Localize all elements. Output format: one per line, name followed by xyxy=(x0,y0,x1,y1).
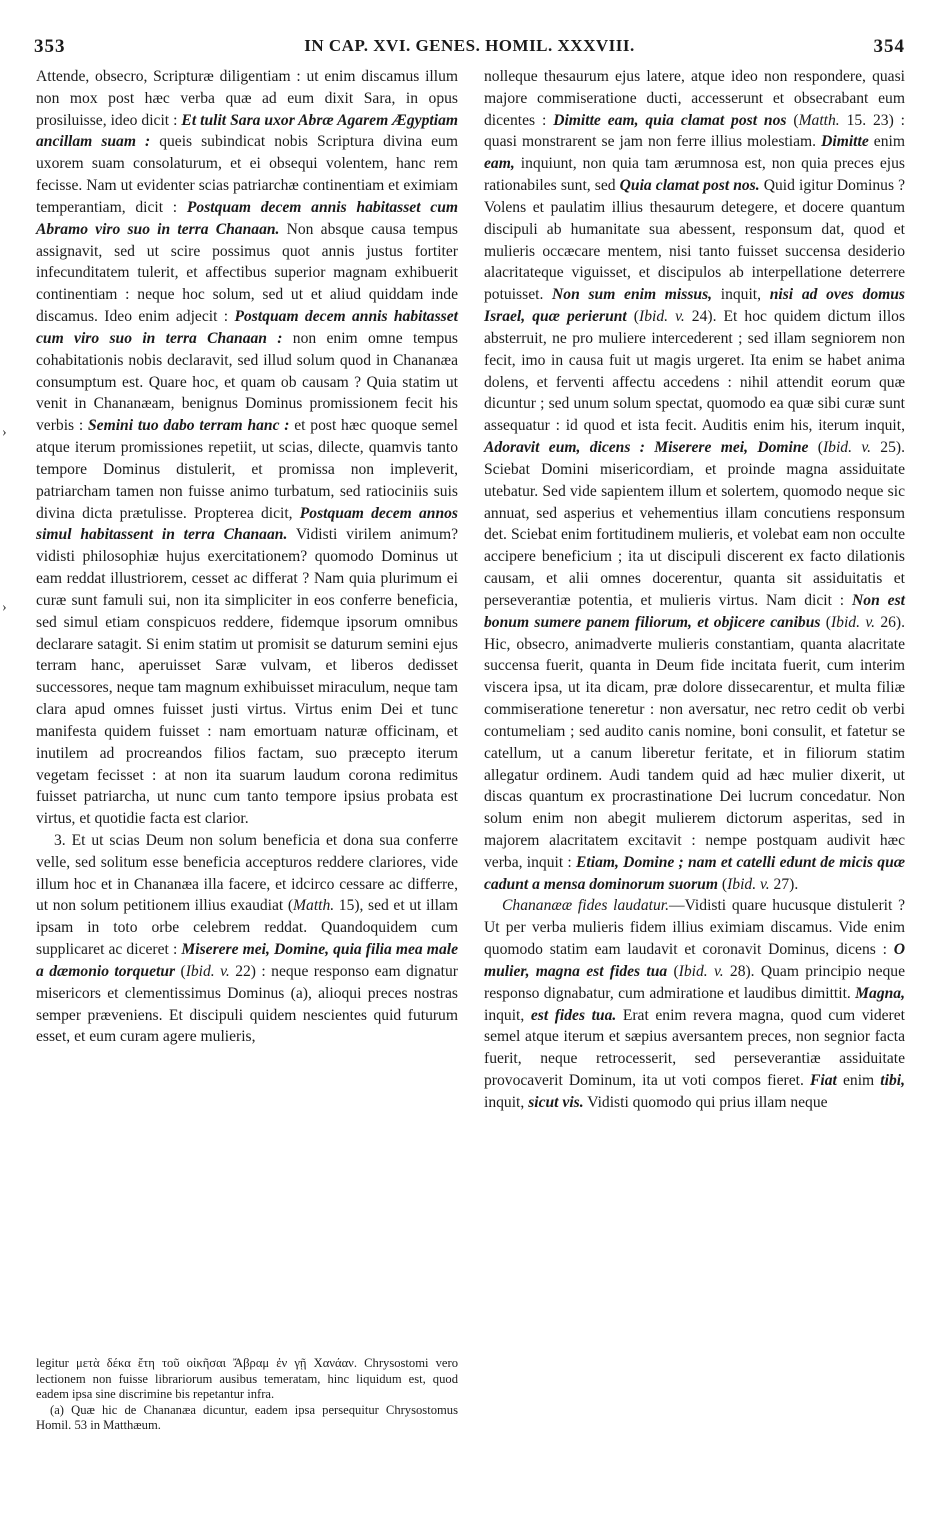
reference: Matth. xyxy=(293,897,335,915)
text: et post hæc quoque semel atque iterum promissiones repetiit, ut scias, dilecte, quamvis tanto tempore Dominus distulerit, et promissa non impleverit, patriarcham tamen non fuisse animo turbatum, sed ratiociniis suis divina dicta prætulisse. Propterea dicit, xyxy=(36,417,458,522)
scripture-quote: Magna, xyxy=(855,984,905,1002)
page-number-right: 354 xyxy=(873,36,905,57)
text: inquit, xyxy=(484,1006,531,1024)
page-header xyxy=(34,36,905,62)
text: 28). Quam principio neque responso dignabatur, cum admiratione et laudibus dimittit. xyxy=(484,962,906,1002)
scripture-quote: Semini tuo dabo terram hanc : xyxy=(88,417,290,435)
text: Quid igitur Dominus ? Volens et paulatim illius thesaurum detegere, et docere quantum discipuli ab humanitate sua abessent, responsum dat, quod et mulieris occæcare mentem, nisi tanto fuisset succensa desiderio alacritateque viguisset, et discipulos ab interpellatione deterrere potuisset. xyxy=(484,177,906,304)
scripture-quote: Miserere mei, Domine, quia filia mea male a dæmonio torquetur xyxy=(36,941,458,980)
scripture-quote: Non sum enim missus, xyxy=(552,286,713,304)
reference: Ibid. v. xyxy=(678,962,724,980)
text: ( xyxy=(786,111,799,129)
scripture-quote: Etiam, Domine ; nam et catelli edunt de micis quæ cadunt a mensa dominorum suorum xyxy=(484,853,905,893)
text: 25). Sciebat Domini misericordiam, et proinde magna assiduitate utebatur. Sed vide sapientem illum et solertem, quomodo neque sic annuat, sed asperius et vehementius illam concutiens responsum det. Sciebat enim fortitudinem mulieris, et volebat eam non occulte accipere beneficium ; ita ut discipuli discerent ex facto dilationis causam, et alii omnes docerentur, quanta sit assiduitatis et perseverantiæ potentia, et mulieris virtus. Nam dicit : xyxy=(484,439,905,609)
text: ( xyxy=(808,439,823,457)
text: 22) : neque responso eam dignatur misericors et clementissimus Dominus (a), alioqui preces nostras semper præveniens. Et discipuli quidem nescientes quid futurum esset, et eum curam agere mulieris, xyxy=(36,962,458,1046)
scripture-quote: tibi, xyxy=(880,1072,905,1090)
paragraph-3 xyxy=(484,66,905,895)
text: ( xyxy=(175,962,186,980)
scripture-quote: Adoravit eum, dicens : Miserere mei, Domine xyxy=(484,439,809,457)
footnote-2 xyxy=(36,1403,458,1434)
text: inquiunt, non quia tam ærumnosa est, non quia preces ejus rationabiles sunt, sed xyxy=(484,155,905,195)
scripture-quote: Quia clamat post nos. xyxy=(619,177,760,195)
text: enim xyxy=(836,1072,881,1090)
text: inquit, xyxy=(484,1093,529,1111)
text: queis subindicat nobis Scriptura divina eum uxorem suam consolaturum, et ei obsequi volentem, hanc rem fecisse. Nam ut evidenter scias patriarchæ continentiam et eximiam temperantiam, dicit : xyxy=(36,133,458,216)
running-title: IN CAP. XVI. GENES. HOMIL. XXXVIII. xyxy=(304,36,635,55)
text: Attende, obsecro, Scripturæ diligentiam : ut enim discamus illum non mox post hæc verba quæ ad eum dixit Sara, in opus prosiluisse, ideo dicit : xyxy=(36,68,458,129)
text: 3. Et ut scias Deum non solum beneficia et dona sua conferre velle, sed solitum esse beneficia accepturos reddere clariores, vide illum hoc et in Chananæa illa facere, et idcirco cessare ac differre, ut non solum petitionem illius exaudiat ( xyxy=(36,831,458,915)
reference: Ibid. v. xyxy=(830,613,875,631)
footnote-1: legitur μετὰ δέκα ἔτη τοῦ οἰκῆσαι Ἄβραμ ἐν γῇ Χανάαν. Chrysostomi vero lectionem non fuisse librariorum ausibus temeratam, hinc liquidum est, quod eadem ipsa sine discrimine bis repetantur infra. xyxy=(36,1356,458,1402)
scripture-quote: Postquam decem annos simul habitassent in terra Chanaan. xyxy=(36,504,458,544)
text: Non absque causa tempus assignavit, sed ut scire possimus quot annis justus fortiter infecunditatem tulerit, et affectibus superior magnam exhibuerit continentiam : neque hoc solum, sed ut et aliud quiddam inde discamus. Ideo enim adjecit : xyxy=(36,220,458,326)
scripture-quote: O mulier, magna est fides tua xyxy=(484,941,905,980)
reference: Ibid. v. xyxy=(639,308,685,326)
reference: Ibid. v. xyxy=(185,962,230,980)
text: ( xyxy=(820,613,831,631)
margin-mark-1: › xyxy=(2,425,7,440)
scripture-quote: Dimitte xyxy=(821,133,869,151)
text: nolleque thesaurum ejus latere, atque ideo non respondere, quasi majore commiseratione ducti, accesserunt et obsecrabant eum dicentes : xyxy=(484,68,905,129)
scripture-quote: Postquam decem annis habitasset cum Abramo viro suo in terra Chanaan. xyxy=(36,198,458,238)
paragraph-4 xyxy=(484,895,905,1113)
text: 24). Et hoc quidem dictum illos absterruit, ne pro muliere intercederent ; sed illam segniorem non fecit, imo in causa fuit ut magis urgeret. Ita enim se habet anima dolens, et ferventi affectu accedens : nihil attendit eorum quæ dicuntur ; sed unum solum spectat, quomodo ea quæ sibi curæ sunt assequatur : id quod et ista fecit. Auditis enim his, iterum inquit, xyxy=(484,308,906,435)
paragraph-1 xyxy=(36,66,458,830)
page-number-left: 353 xyxy=(34,36,66,57)
scripture-quote: Dimitte eam, quia clamat post nos xyxy=(553,111,787,129)
scripture-quote: sicut vis. xyxy=(528,1093,584,1111)
text: ( xyxy=(667,962,679,980)
text: 27). xyxy=(769,875,799,893)
footnote-marker: (a) xyxy=(50,1402,64,1417)
paragraph-2 xyxy=(36,830,458,1048)
reference: Matth. xyxy=(798,111,840,129)
scripture-quote: Postquam decem annis habitasset cum viro suo in terra Chanaan : xyxy=(36,308,458,347)
margin-mark-2: › xyxy=(2,600,7,615)
text: Erat enim revera magna, quod cum videret semel atque iterum et sæpius aversantem preces, non segnior facta fuerit, neque retrocesserit, sed perseverantiæ assiduitate provocaverit Dominum, ita ut voti compos fieret. xyxy=(484,1006,906,1090)
text: —Vidisti quare hucusque distulerit ? Ut per verba mulieris fidem illius eximiam discamus. Vide enim quomodo statim eam laudavit et coronavit Dominus, dicens : xyxy=(484,897,905,959)
section-heading: Chananææ fides laudatur. xyxy=(502,897,670,915)
text: 26). Hic, obsecro, animadverte mulieris constantiam, quanta alacritate succensa fuerit, quanta in Deum fide incitata fuerit, cum interim viscera ipsa, ut ita dicam, præ dolore dissecarentur, et multa filiæ commiseratione teneretur : non aversatur, nec retro cedit ob verbi contumeliam ; sed audito canis nomine, boni consulit, et fatetur se catellum, ut a canum liberetur feritate, et in filiorum statim allegatur ordinem. Audi tandem quid ad hæc mulier dixerit, ut discas quantum ex procrastinatione Dei lucrum concedatur. Non solum enim non abegit mulierem dictorum asperitas, sed in majorem alacritatem excitavit : nempe postquam audivit hæc verba, inquit : xyxy=(484,613,906,871)
text: non enim omne tempus cohabitationis nobis declaravit, sed illud solum quod in Chananæa consumptum est. Quare hoc, et quam ob causam ? Quia statim ut venit in Chananæam, benignus Dominus promissionem fecit his verbis : xyxy=(36,329,458,435)
scripture-quote: est fides tua. xyxy=(530,1006,617,1024)
left-column xyxy=(36,66,458,1048)
text: ( xyxy=(717,875,728,893)
scripture-quote: Et tulit Sara uxor Abræ Agarem Ægyptiam ancillam suam : xyxy=(36,111,458,151)
scripture-quote: Non est bonum sumere panem filiorum, et objicere canibus xyxy=(484,591,905,631)
text: Vidisti quomodo qui prius illam neque xyxy=(583,1093,828,1111)
text: Vidisti virilem animum? vidisti philosophiæ hujus exercitationem? quomodo Dominus ut eam reddat illustriorem, cesset ac differat ? Nam quia plurimum ei curæ sunt famuli sui, non ita simpliciter in eos conferre beneficia, sed simul etiam conspicuos reddere, fidemque ipsorum omnibus declarare satagit. Si enim statim ut promisit se daturum semini ejus terram hanc, aperuisset Saræ vulvam, et liberos dedisset successores, neque tam magnum exhibuisset miraculum, neque tam clara apud omnes fuisset justi virtus. Virtus enim Dei et tunc manifesta quidem fuisset : nam emortuam naturæ officinam, et inutilem ad procreandos filios factam, suo præcepto iterum vegetam fecisset : at non ita suarum laudum corona redimitus fuisset patriarcha, ut nunc cum tanto tempore ipsius probata est virtus, et quotidie facta est clarior. xyxy=(36,526,459,828)
text: 15. 23) : quasi monstrarent se jam non ferre illius molestiam. xyxy=(484,111,905,151)
text: 15), sed et ut illam ipsam in toto orbe celebrem reddat. Quandoquidem cum supplicaret ac diceret : xyxy=(36,897,458,959)
right-column xyxy=(484,66,905,1114)
footnotes xyxy=(36,1356,458,1434)
scripture-quote: eam, xyxy=(484,155,515,173)
text: enim xyxy=(868,133,905,151)
text: ( xyxy=(626,308,640,326)
scripture-quote: nisi ad oves domus Israel, quæ perierunt xyxy=(484,286,905,326)
scripture-quote: Fiat xyxy=(810,1072,837,1090)
reference: Ibid. v. xyxy=(822,439,871,457)
text: Quæ hic de Chananæa dicuntur, eadem ipsa persequitur Chrysostomus Homil. 53 in Matthæum. xyxy=(36,1402,458,1433)
reference: Ibid. v. xyxy=(727,875,770,893)
text: inquit, xyxy=(712,286,770,304)
